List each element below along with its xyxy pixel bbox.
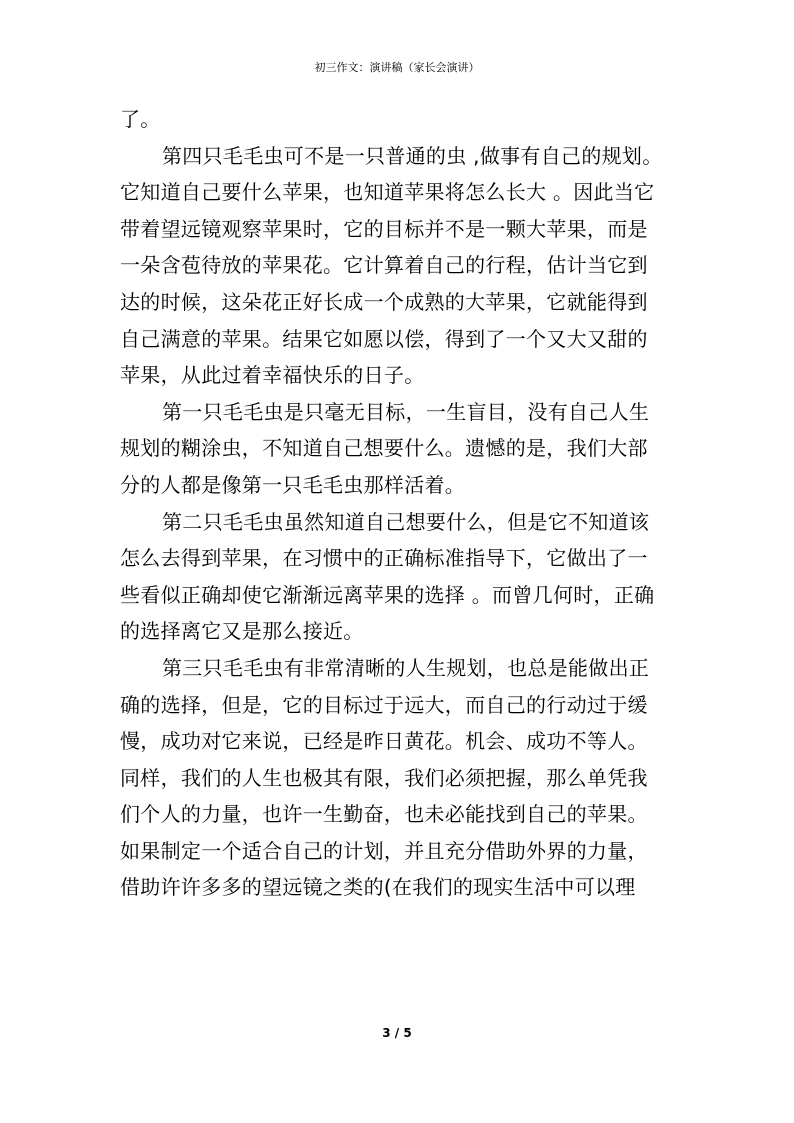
text-line: 些看似正确却使它渐渐远离苹果的选择 。而曾几何时，正确: [120, 582, 655, 607]
text-line: 带着望远镜观察苹果时，它的目标并不是一颗大苹果，而是: [120, 216, 648, 241]
text-line: 第一只毛毛虫是只毫无目标，一生盲目，没有自己人生: [162, 399, 650, 424]
text-line: 分的人都是像第一只毛毛虫那样活着。: [120, 472, 466, 497]
text-line: 借助许许多多的望远镜之类的(在我们的现实生活中可以理: [120, 875, 636, 900]
text-line: 同样，我们的人生也极其有限，我们必须把握，那么单凭我: [120, 765, 648, 790]
text-line: 们个人的力量，也许一生勤奋，也未必能找到自己的苹果。: [120, 802, 648, 827]
document-body: [120, 101, 700, 906]
text-line: 苹果，从此过着幸福快乐的日子。: [120, 363, 425, 388]
text-line: 第二只毛毛虫虽然知道自己想要什么，但是它不知道该: [162, 509, 650, 534]
text-line: 它知道自己要什么苹果，也知道苹果将怎么长大 。因此当它: [120, 180, 655, 205]
text-line: 确的选择，但是，它的目标过于远大，而自己的行动过于缓: [120, 692, 648, 717]
text-line: 第三只毛毛虫有非常清晰的人生规划，也总是能做出正: [162, 655, 650, 680]
text-line: 了。: [120, 107, 161, 131]
text-line: 如果制定一个适合自己的计划，并且充分借助外界的力量，: [120, 838, 648, 863]
text-line: 的选择离它又是那么接近。: [120, 619, 364, 644]
text-line: 一朵含苞待放的苹果花。它计算着自己的行程，估计当它到: [120, 253, 648, 278]
text-line: 怎么去得到苹果，在习惯中的正确标准指导下，它做出了一: [120, 546, 648, 571]
text-line: 自己满意的苹果。结果它如愿以偿，得到了一个又大又甜的: [120, 326, 648, 351]
text-line: 慢，成功对它来说，已经是昨日黄花。机会、成功不等人。: [120, 729, 648, 754]
page-header: 初三作文：演讲稿（家长会演讲）: [314, 61, 480, 74]
text-line: 规划的糊涂虫，不知道自己想要什么。遗憾的是，我们大部: [120, 436, 648, 461]
text-line: 达的时候，这朵花正好长成一个成熟的大苹果，它就能得到: [120, 289, 648, 314]
page-number: 3 / 5: [382, 1026, 412, 1040]
text-line: 第四只毛毛虫可不是一只普通的虫 ,做事有自己的规划。: [162, 143, 663, 168]
